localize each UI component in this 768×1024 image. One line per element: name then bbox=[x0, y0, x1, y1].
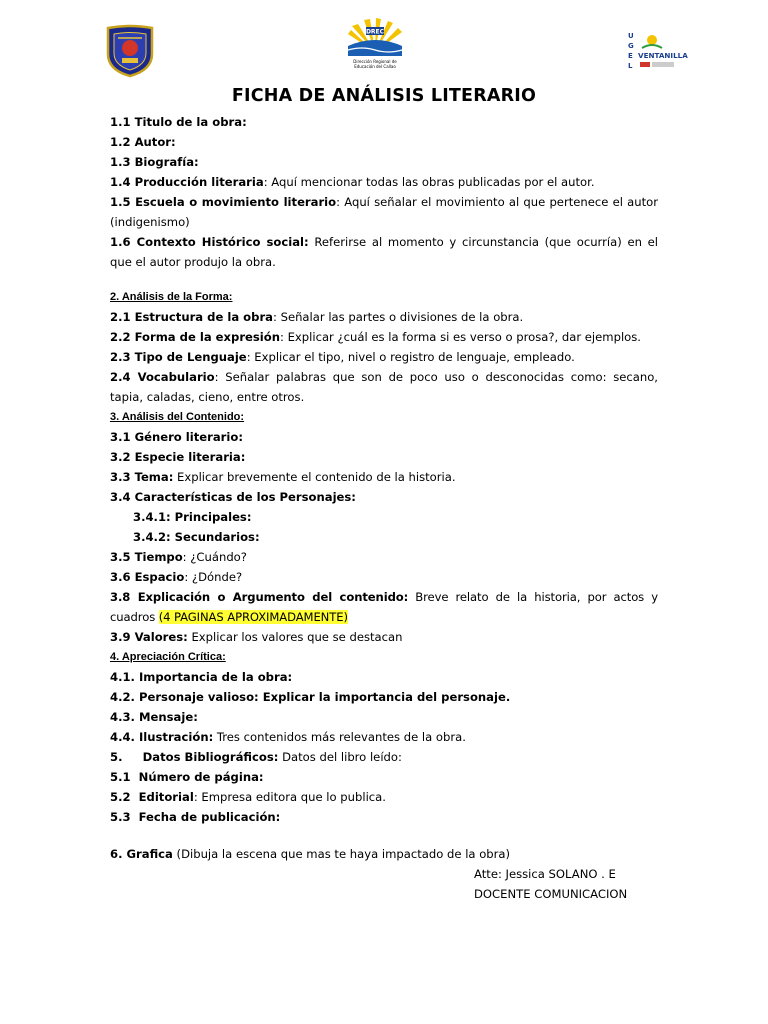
item-3-8: 3.8 Explicación o Argumento del contenido: Breve relato de la historia, por actos y cuadros (4 PAGINAS APROXIMADAMENTE) bbox=[110, 590, 658, 624]
signature-line-1: Atte: Jessica SOLANO . E bbox=[474, 867, 616, 881]
ugel-letter-e: E bbox=[628, 52, 633, 60]
item-3-4-2: 3.4.2: Secundarios: bbox=[133, 530, 260, 544]
ugel-name: VENTANILLA bbox=[638, 51, 688, 60]
item-1-1: 1.1 Titulo de la obra: bbox=[110, 115, 247, 129]
item-3-5: 3.5 Tiempo: ¿Cuándo? bbox=[110, 550, 247, 564]
section-2-heading: 2. Análisis de la Forma: bbox=[110, 291, 233, 303]
item-5-1: 5.1 Número de página: bbox=[110, 770, 264, 784]
sun-emblem-icon bbox=[342, 16, 408, 74]
header-logos bbox=[0, 0, 768, 90]
item-3-1: 3.1 Género literario: bbox=[110, 430, 243, 444]
item-4-4: 4.4. Ilustración: Tres contenidos más relevantes de la obra. bbox=[110, 730, 466, 744]
item-4-3: 4.3. Mensaje: bbox=[110, 710, 198, 724]
shield-emblem-icon bbox=[104, 24, 156, 78]
highlight-pages: (4 PAGINAS APROXIMADAMENTE) bbox=[158, 610, 348, 624]
item-1-4: 1.4 Producción literaria: Aquí mencionar todas las obras publicadas por el autor. bbox=[110, 175, 595, 189]
document-body bbox=[110, 112, 658, 904]
item-3-4-1: 3.4.1: Principales: bbox=[133, 510, 252, 524]
item-2-1: 2.1 Estructura de la obra: Señalar las partes o divisiones de la obra. bbox=[110, 310, 524, 324]
item-1-6: 1.6 Contexto Histórico social: Referirse al momento y circunstancia (que ocurría) en el que el autor produjo la obra. bbox=[110, 235, 658, 269]
logo-caption-1: Dirección Regional de bbox=[353, 59, 397, 64]
item-1-5: 1.5 Escuela o movimiento literario: Aquí señalar el movimiento al que pertenece el autor (indigenismo) bbox=[110, 195, 658, 229]
page-title: FICHA DE ANÁLISIS LITERARIO bbox=[231, 86, 537, 106]
ugel-logo-icon bbox=[626, 24, 692, 72]
item-1-3: 1.3 Biografía: bbox=[110, 155, 199, 169]
section-3-heading: 3. Análisis del Contenido: bbox=[110, 411, 245, 423]
item-5-2: 5.2 Editorial: Empresa editora que lo publica. bbox=[110, 790, 386, 804]
signature-line-2: DOCENTE COMUNICACION bbox=[474, 887, 628, 901]
item-6: 6. Grafica (Dibuja la escena que mas te haya impactado de la obra) bbox=[110, 847, 511, 861]
ugel-letter-g: G bbox=[628, 42, 634, 50]
item-3-3: 3.3 Tema: Explicar brevemente el contenido de la historia. bbox=[110, 470, 456, 484]
item-3-4: 3.4 Características de los Personajes: bbox=[110, 490, 356, 504]
ugel-letter-u: U bbox=[628, 32, 634, 40]
logo-caption-2: Educación del Callao bbox=[354, 64, 396, 69]
item-4-1: 4.1. Importancia de la obra: bbox=[110, 670, 293, 684]
item-2-3: 2.3 Tipo de Lenguaje: Explicar el tipo, nivel o registro de lenguaje, empleado. bbox=[110, 350, 575, 364]
ugel-letter-l: L bbox=[628, 62, 633, 70]
item-5: 5. Datos Bibliográficos: Datos del libro leído: bbox=[110, 750, 402, 764]
item-3-9: 3.9 Valores: Explicar los valores que se destacan bbox=[110, 630, 403, 644]
item-4-2: 4.2. Personaje valioso: Explicar la importancia del personaje. bbox=[110, 690, 511, 704]
item-5-3: 5.3 Fecha de publicación: bbox=[110, 810, 281, 824]
item-3-2: 3.2 Especie literaria: bbox=[110, 450, 246, 464]
item-1-2: 1.2 Autor: bbox=[110, 135, 176, 149]
item-3-6: 3.6 Espacio: ¿Dónde? bbox=[110, 570, 243, 584]
item-2-4: 2.4 Vocabulario: Señalar palabras que son de poco uso o desconocidas como: secano, tapia, caladas, cieno, entre otros. bbox=[110, 370, 658, 404]
section-4-heading: 4. Apreciación Crítica: bbox=[110, 651, 226, 663]
logo-badge: DREC bbox=[365, 28, 385, 36]
item-2-2: 2.2 Forma de la expresión: Explicar ¿cuál es la forma si es verso o prosa?, dar ejemplos. bbox=[110, 330, 641, 344]
